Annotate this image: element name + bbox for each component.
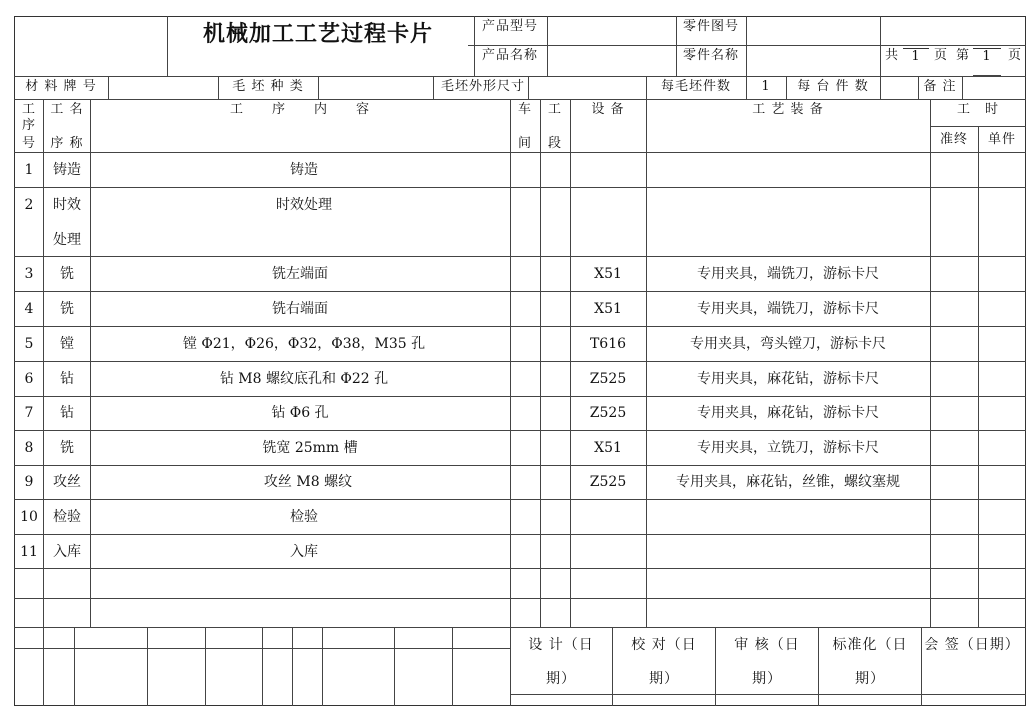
grid-line bbox=[167, 16, 168, 76]
page-number-label: 第 bbox=[956, 48, 971, 63]
grid-line bbox=[540, 99, 541, 627]
col-section-1: 工 bbox=[547, 102, 563, 117]
row-tooling: 专用夹具，弯头镗刀，游标卡尺 bbox=[690, 336, 886, 352]
row-no: 2 bbox=[24, 197, 34, 213]
row-no: 1 bbox=[24, 162, 34, 178]
row-content: 铣右端面 bbox=[272, 301, 328, 317]
row-no: 6 bbox=[24, 371, 34, 387]
row-equipment: Z525 bbox=[589, 474, 627, 490]
total-pages-value: 1 bbox=[903, 48, 929, 65]
row-equipment: X51 bbox=[594, 266, 622, 282]
row-no: 9 bbox=[24, 474, 34, 490]
grid-line bbox=[14, 152, 1026, 153]
grid-line bbox=[147, 627, 148, 706]
grid-line bbox=[547, 16, 548, 76]
grid-line bbox=[715, 627, 716, 706]
grid-line bbox=[452, 627, 453, 706]
grid-line bbox=[474, 16, 475, 76]
col-process-name-2: 序 称 bbox=[50, 136, 84, 151]
col-unit-time: 单件 bbox=[987, 132, 1017, 147]
grid-line bbox=[108, 76, 109, 99]
row-no: 10 bbox=[20, 509, 38, 525]
standardization-label-2: 期） bbox=[855, 671, 885, 687]
grid-line bbox=[962, 76, 963, 99]
col-process-no-2: 序 bbox=[21, 118, 37, 133]
material-grade-label: 材 料 牌 号 bbox=[25, 79, 97, 94]
row-no: 5 bbox=[24, 336, 34, 352]
row-equipment: Z525 bbox=[589, 371, 627, 387]
part-name-label: 零件名称 bbox=[682, 48, 740, 63]
row-equipment: Z525 bbox=[589, 405, 627, 421]
grid-line bbox=[205, 627, 206, 706]
grid-line bbox=[43, 627, 44, 706]
grid-line bbox=[880, 76, 881, 99]
row-equipment: X51 bbox=[594, 440, 622, 456]
col-equipment: 设 备 bbox=[591, 102, 625, 117]
row-equipment: X51 bbox=[594, 301, 622, 317]
row-no: 11 bbox=[20, 544, 38, 560]
grid-line bbox=[14, 534, 1026, 535]
grid-line bbox=[918, 76, 919, 99]
grid-line bbox=[14, 187, 1026, 188]
row-name: 入库 bbox=[53, 544, 81, 560]
row-tooling: 专用夹具，端铣刀，游标卡尺 bbox=[697, 301, 879, 317]
per-unit-label: 每 台 件 数 bbox=[797, 79, 869, 94]
product-name-label: 产品名称 bbox=[481, 48, 539, 63]
review-label: 审 核（日 bbox=[734, 637, 800, 653]
row-tooling: 专用夹具，麻花钻，游标卡尺 bbox=[697, 405, 879, 421]
row-name: 钻 bbox=[60, 405, 74, 421]
total-pages-label: 共 bbox=[885, 48, 900, 63]
grid-line bbox=[930, 99, 931, 627]
grid-line bbox=[43, 99, 44, 627]
check-label: 校 对（日 bbox=[631, 637, 697, 653]
row-tooling: 专用夹具，立铣刀，游标卡尺 bbox=[697, 440, 879, 456]
grid-line bbox=[676, 16, 677, 76]
grid-line bbox=[433, 76, 434, 99]
grid-line bbox=[746, 16, 747, 76]
per-blank-value: 1 bbox=[761, 79, 771, 94]
remark-label: 备 注 bbox=[923, 79, 957, 94]
row-content: 入库 bbox=[290, 544, 318, 560]
grid-line bbox=[394, 627, 395, 706]
grid-line bbox=[322, 627, 323, 706]
page-unit-label: 页 bbox=[934, 48, 949, 63]
per-blank-label: 每毛坯件数 bbox=[660, 79, 732, 94]
row-name: 铣 bbox=[60, 266, 74, 282]
grid-line bbox=[14, 99, 1026, 100]
col-process-no-1: 工 bbox=[21, 102, 37, 117]
row-content: 检验 bbox=[290, 509, 318, 525]
row-name: 铸造 bbox=[53, 162, 81, 178]
col-workshop-1: 车 bbox=[517, 102, 533, 117]
grid-line bbox=[921, 627, 922, 706]
row-no: 7 bbox=[24, 405, 34, 421]
grid-line bbox=[510, 694, 1026, 695]
row-name: 镗 bbox=[60, 336, 74, 352]
grid-line bbox=[292, 627, 293, 706]
review-label-2: 期） bbox=[752, 671, 782, 687]
check-label-2: 期） bbox=[649, 671, 679, 687]
page-number-underline bbox=[973, 75, 1001, 76]
grid-line bbox=[14, 361, 1026, 362]
col-workshop-2: 间 bbox=[517, 136, 533, 151]
design-label-2: 期） bbox=[546, 671, 576, 687]
row-content: 铸造 bbox=[290, 162, 318, 178]
col-tooling: 工 艺 装 备 bbox=[752, 102, 824, 117]
grid-line bbox=[14, 627, 1026, 628]
row-name-2: 处理 bbox=[53, 232, 81, 248]
grid-line bbox=[612, 627, 613, 706]
grid-line bbox=[978, 126, 979, 627]
col-prep-time: 准终 bbox=[939, 132, 969, 147]
row-tooling: 专用夹具，麻花钻，游标卡尺 bbox=[697, 371, 879, 387]
row-tooling: 专用夹具，麻花钻，丝锥，螺纹塞规 bbox=[676, 474, 900, 490]
grid-line bbox=[74, 627, 75, 706]
col-hours: 工 时 bbox=[956, 102, 1000, 117]
row-content: 铣宽 25mm 槽 bbox=[262, 440, 358, 456]
countersign-label: 会 签（日期） bbox=[924, 637, 1020, 653]
row-no: 4 bbox=[24, 301, 34, 317]
row-content: 攻丝 M8 螺纹 bbox=[263, 474, 353, 490]
blank-type-label: 毛 坯 种 类 bbox=[232, 79, 304, 94]
grid-line bbox=[318, 76, 319, 99]
grid-line bbox=[510, 99, 511, 706]
grid-line bbox=[14, 598, 1026, 599]
col-section-2: 段 bbox=[547, 136, 563, 151]
row-equipment: T616 bbox=[589, 336, 627, 352]
row-name: 铣 bbox=[60, 301, 74, 317]
blank-size-label: 毛坯外形尺寸 bbox=[440, 79, 526, 94]
row-tooling: 专用夹具，端铣刀，游标卡尺 bbox=[697, 266, 879, 282]
row-no: 8 bbox=[24, 440, 34, 456]
grid-line bbox=[14, 465, 1026, 466]
col-process-no-3: 号 bbox=[21, 136, 37, 151]
row-name: 检验 bbox=[53, 509, 81, 525]
grid-line bbox=[14, 430, 1026, 431]
standardization-label: 标准化（日 bbox=[832, 637, 908, 653]
row-name: 时效 bbox=[53, 197, 81, 213]
row-content: 铣左端面 bbox=[272, 266, 328, 282]
row-content: 时效处理 bbox=[276, 197, 332, 213]
grid-line bbox=[818, 627, 819, 706]
page-number-value: 1 bbox=[973, 48, 1001, 65]
page-title: 机械加工工艺过程卡片 bbox=[202, 22, 434, 47]
grid-line bbox=[14, 568, 1026, 569]
grid-line bbox=[646, 99, 647, 627]
grid-line bbox=[14, 499, 1026, 500]
page-unit-label-2: 页 bbox=[1008, 48, 1023, 63]
grid-line bbox=[262, 627, 263, 706]
row-content: 钻 Φ6 孔 bbox=[271, 405, 329, 421]
product-model-label: 产品型号 bbox=[481, 19, 539, 34]
grid-line bbox=[646, 76, 647, 99]
col-content: 工 序 内 容 bbox=[229, 102, 371, 117]
grid-line bbox=[218, 76, 219, 99]
grid-line bbox=[880, 16, 881, 76]
grid-line bbox=[90, 99, 91, 627]
col-process-name-1: 工 名 bbox=[50, 102, 84, 117]
row-content: 钻 M8 螺纹底孔和 Φ22 孔 bbox=[219, 371, 389, 387]
design-label: 设 计（日 bbox=[528, 637, 594, 653]
grid-line bbox=[570, 99, 571, 627]
grid-line bbox=[14, 256, 1026, 257]
grid-line bbox=[14, 291, 1026, 292]
part-drawing-label: 零件图号 bbox=[682, 19, 740, 34]
grid-line bbox=[786, 76, 787, 99]
grid-line bbox=[14, 396, 1026, 397]
grid-line bbox=[528, 76, 529, 99]
grid-line bbox=[14, 76, 1026, 77]
row-name: 铣 bbox=[60, 440, 74, 456]
row-content: 镗 Φ21，Φ26，Φ32，Φ38，M35 孔 bbox=[182, 336, 426, 352]
grid-line bbox=[14, 326, 1026, 327]
row-name: 攻丝 bbox=[53, 474, 81, 490]
grid-line bbox=[746, 76, 747, 99]
grid-line bbox=[880, 45, 1026, 46]
row-name: 钻 bbox=[60, 371, 74, 387]
row-no: 3 bbox=[24, 266, 34, 282]
grid-line bbox=[468, 45, 880, 46]
